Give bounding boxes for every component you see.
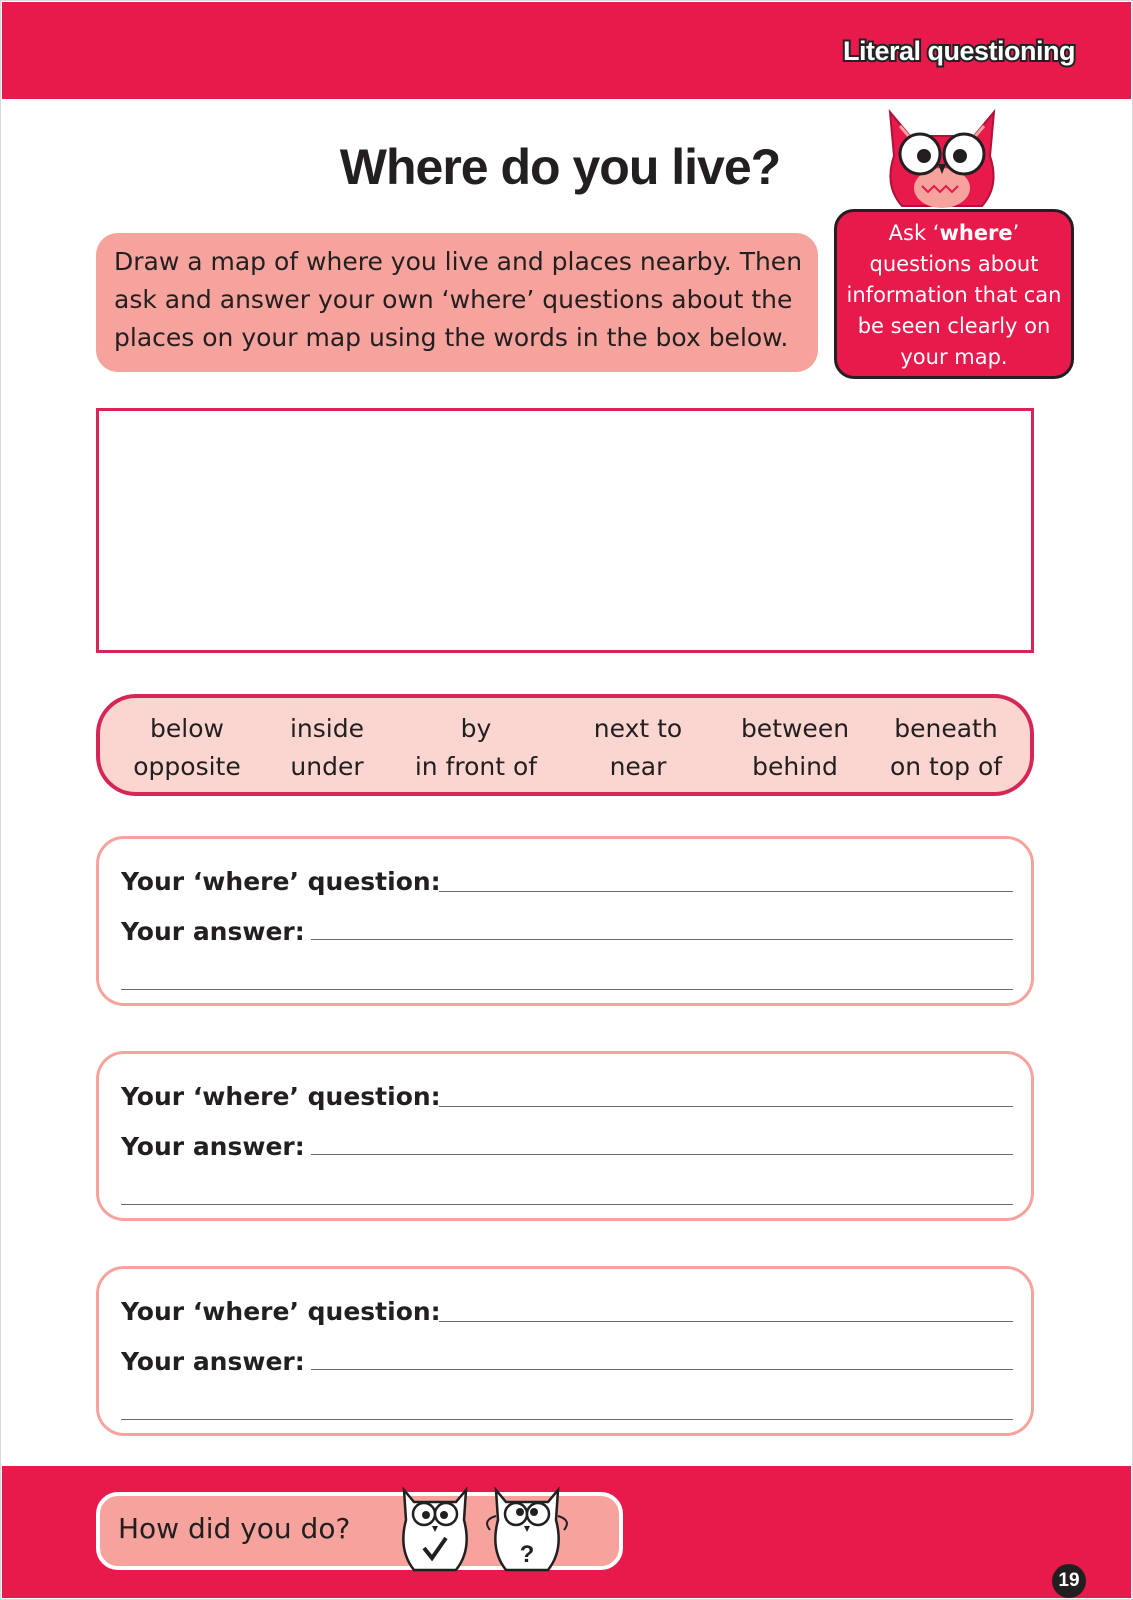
- word-bank-column: [406, 710, 546, 786]
- word-item: in front of: [414, 752, 538, 781]
- self-assessment-label: How did you do?: [118, 1512, 351, 1545]
- tip-text: Ask ‘where’ questions about information that can be seen clearly on your map.: [846, 221, 1062, 369]
- map-drawing-area[interactable]: [96, 408, 1034, 653]
- word-item: between: [740, 714, 850, 743]
- qa-block: [96, 836, 1034, 1006]
- instruction-box: [96, 233, 818, 372]
- question-label: Your ‘where’ question:: [121, 1297, 441, 1326]
- answer-line[interactable]: [121, 1419, 1013, 1420]
- word-item: beneath: [894, 714, 998, 743]
- word-item: inside: [289, 714, 364, 743]
- word-bank-column: [878, 710, 1014, 786]
- word-bank-column: [730, 710, 860, 786]
- section-title: Literal questioning: [842, 36, 1075, 66]
- owl-question-icon[interactable]: [487, 1490, 567, 1570]
- question-answer-line[interactable]: [439, 891, 1013, 892]
- tip-speech-bubble: [834, 209, 1074, 379]
- question-label: Your ‘where’ question:: [121, 1082, 441, 1111]
- word-item: next to: [593, 714, 683, 743]
- svg-text:?: ?: [519, 1541, 535, 1568]
- answer-label: Your answer:: [121, 917, 305, 946]
- instruction-text: Draw a map of where you live and places nearby. Then ask and answer your own ‘where’ questions about the places on your map using the words in the box below.: [114, 247, 803, 352]
- answer-line[interactable]: [311, 1369, 1013, 1370]
- qa-block: [96, 1051, 1034, 1221]
- word-item: on top of: [889, 752, 1003, 781]
- word-bank-column: [578, 710, 698, 786]
- answer-line[interactable]: [121, 989, 1013, 990]
- question-answer-line[interactable]: [439, 1106, 1013, 1107]
- word-item: opposite: [133, 752, 241, 781]
- page-number: 19: [1052, 1564, 1086, 1598]
- word-item: behind: [752, 752, 838, 781]
- word-bank-column: [272, 710, 382, 786]
- answer-line[interactable]: [121, 1204, 1013, 1205]
- page-title: Where do you live?: [339, 139, 781, 195]
- word-bank-column: [132, 710, 242, 786]
- owl-tick-icon[interactable]: [403, 1490, 466, 1570]
- word-item: under: [290, 752, 364, 781]
- answer-label: Your answer:: [121, 1347, 305, 1376]
- owl-mascot-icon: [872, 106, 1012, 216]
- word-item: below: [150, 714, 224, 743]
- word-item: by: [460, 714, 492, 743]
- answer-label: Your answer:: [121, 1132, 305, 1161]
- question-answer-line[interactable]: [439, 1321, 1013, 1322]
- assessment-owls: [396, 1480, 596, 1580]
- answer-line[interactable]: [311, 1154, 1013, 1155]
- question-label: Your ‘where’ question:: [121, 867, 441, 896]
- qa-block: [96, 1266, 1034, 1436]
- answer-line[interactable]: [311, 939, 1013, 940]
- word-bank: [96, 694, 1034, 796]
- word-item: near: [609, 752, 667, 781]
